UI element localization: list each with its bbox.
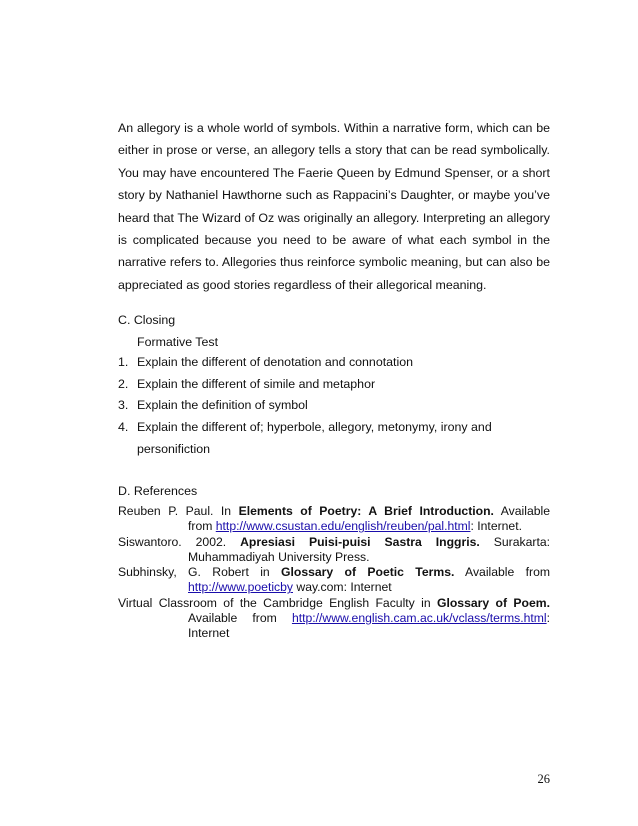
reference-title: Glossary of Poetic Terms. [281,565,455,580]
references-list [118,504,550,642]
reference-line [118,504,550,519]
closing-heading: C. Closing [118,313,176,327]
list-item [118,395,550,417]
list-item-number: 4. [118,420,129,435]
reference-continuation [118,519,550,534]
reference-line [118,596,550,611]
reference-title: Elements of Poetry: A Brief Introduction. [238,504,494,518]
formative-test-list [118,352,550,461]
reference-author: Reuben P. Paul. In [118,504,239,518]
list-item-text: Explain the definition of symbol [137,398,308,413]
list-item-text: Explain the different of simile and metaphor [137,376,376,391]
reference-prefix: from [188,519,216,534]
reference-entry [118,504,550,535]
reference-link[interactable]: http://www.english.cam.ac.uk/vclass/terms.html [291,611,547,626]
reference-suffix: way.com: Internet [293,580,392,595]
reference-note: Available from [454,565,551,580]
list-item-text: Explain the different of; hyperbole, allegory, metonymy, irony and [137,420,492,435]
reference-entry [118,565,550,596]
reference-line [118,535,550,550]
reference-author: Subhinsky, G. Robert in [118,565,282,580]
reference-prefix: Available from [188,611,292,626]
reference-title: Glossary of Poem. [437,595,550,610]
list-item-text: Explain the different of denotation and connotation [137,355,414,369]
reference-suffix: : [546,611,550,626]
reference-author: Siswantoro. 2002. [118,534,241,549]
list-item-continuation: personifiction [137,441,211,456]
reference-title: Apresiasi Puisi-puisi Sastra Inggris. [240,534,480,549]
list-item-number: 1. [118,355,129,369]
reference-author: Virtual Classroom of the Cambridge English Faculty in [118,595,437,610]
reference-entry [118,535,550,566]
reference-suffix: : Internet. [470,519,522,534]
list-item [118,352,550,374]
list-item-number: 3. [118,398,129,413]
reference-link[interactable]: http://www.poeticby [188,580,293,595]
reference-continuation [118,611,550,626]
reference-note: Available [493,504,550,518]
reference-continuation: Internet [188,626,230,641]
reference-line [118,565,550,580]
list-item [118,374,550,396]
reference-note: Surakarta: [479,534,550,549]
list-item [118,417,550,439]
reference-continuation [118,580,550,595]
allegory-paragraph: An allegory is a whole world of symbols. Within a narrative form, which can be either in prose or verse, an allegory tells a story that can be read symbolically. You may have encountered The Faerie Queen by Edmund Spenser, or a short story by Nathaniel Hawthorne such as Rappacini’s Daughter, or maybe you’ve heard that The Wizard of Oz was originally an allegory. Interpreting an allegory is complicated because you need to be aware of what each symbol in the narrative refers to. Allegories thus reinforce symbolic meaning, but can also be appreciated as good stories regardless of their allegorical meaning. [118,121,550,292]
reference-link[interactable]: http://www.csustan.edu/english/reuben/pal.html [215,519,471,534]
list-item-number: 2. [118,376,129,391]
reference-continuation: Muhammadiyah University Press. [188,549,370,564]
page-number: 26 [537,772,550,786]
references-heading: D. References [118,484,198,498]
formative-test-subheading: Formative Test [137,335,219,349]
reference-entry [118,596,550,642]
